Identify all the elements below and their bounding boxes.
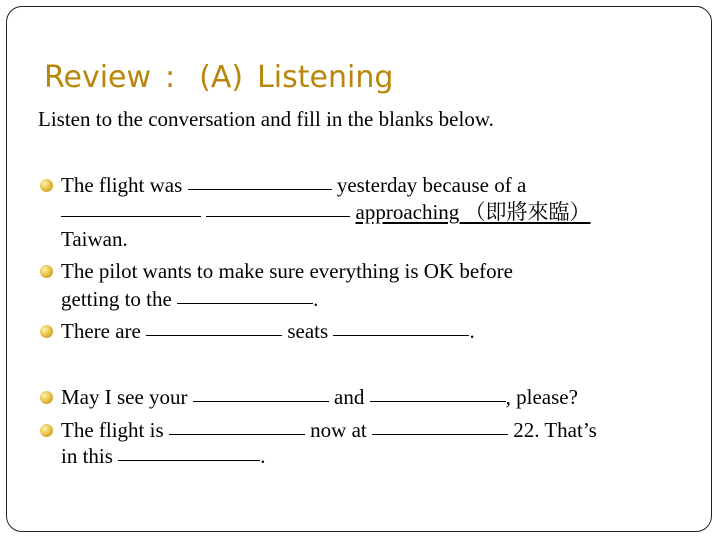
item-3-line-1	[61, 318, 475, 345]
item-1-line-2	[61, 199, 591, 226]
bullet-icon	[40, 265, 53, 278]
instruction-text: Listen to the conversation and fill in the blanks below.	[38, 107, 494, 131]
item-2-line-1: The pilot wants to make sure everything is OK before	[61, 259, 513, 283]
title-topic: Listening	[257, 60, 394, 95]
title-colon: :	[165, 60, 176, 95]
fill-blank	[61, 215, 201, 217]
item-1-text-b: yesterday because of a	[336, 173, 527, 197]
fill-blank	[370, 400, 506, 402]
item-4-text-b: and	[334, 385, 365, 409]
item-1-line-3: Taiwan.	[61, 227, 128, 251]
slide-title	[44, 60, 393, 95]
fill-blank	[193, 400, 329, 402]
fill-blank	[177, 302, 313, 304]
item-5-text-c: 22. That’s	[513, 418, 597, 442]
item-5-line-1	[61, 417, 597, 444]
fill-blank	[169, 433, 305, 435]
fill-blank	[333, 334, 469, 336]
bullet-icon	[40, 325, 53, 338]
item-3-text-b: seats	[287, 319, 329, 343]
item-4-line-1	[61, 384, 578, 411]
item-1-text-a: The flight was	[61, 173, 183, 197]
fill-blank	[372, 433, 508, 435]
item-5-line-2	[61, 443, 265, 470]
item-2-text-b: .	[313, 287, 319, 311]
item-3-text-c: .	[469, 319, 475, 343]
fill-blank	[188, 188, 332, 190]
fill-blank	[118, 459, 260, 461]
bullet-icon	[40, 391, 53, 404]
item-5-text-a: The flight is	[61, 418, 164, 442]
item-3-text-a: There are	[61, 319, 141, 343]
bullet-icon	[40, 179, 53, 192]
item-5-text-d: in this	[61, 444, 113, 468]
item-5-text-b: now at	[310, 418, 367, 442]
item-1-line-1	[61, 172, 526, 199]
item-5-text-e: .	[260, 444, 266, 468]
item-4-text-c: , please?	[505, 385, 578, 409]
item-1-text-c: approaching （即將來臨）	[355, 200, 591, 224]
item-2-line-2	[61, 286, 318, 313]
item-2-text-a: getting to the	[61, 287, 172, 311]
bullet-icon	[40, 424, 53, 437]
item-4-text-a: May I see your	[61, 385, 188, 409]
fill-blank	[146, 334, 282, 336]
title-review: Review	[44, 60, 152, 95]
fill-blank	[206, 215, 350, 217]
title-section: (A)	[199, 60, 244, 95]
